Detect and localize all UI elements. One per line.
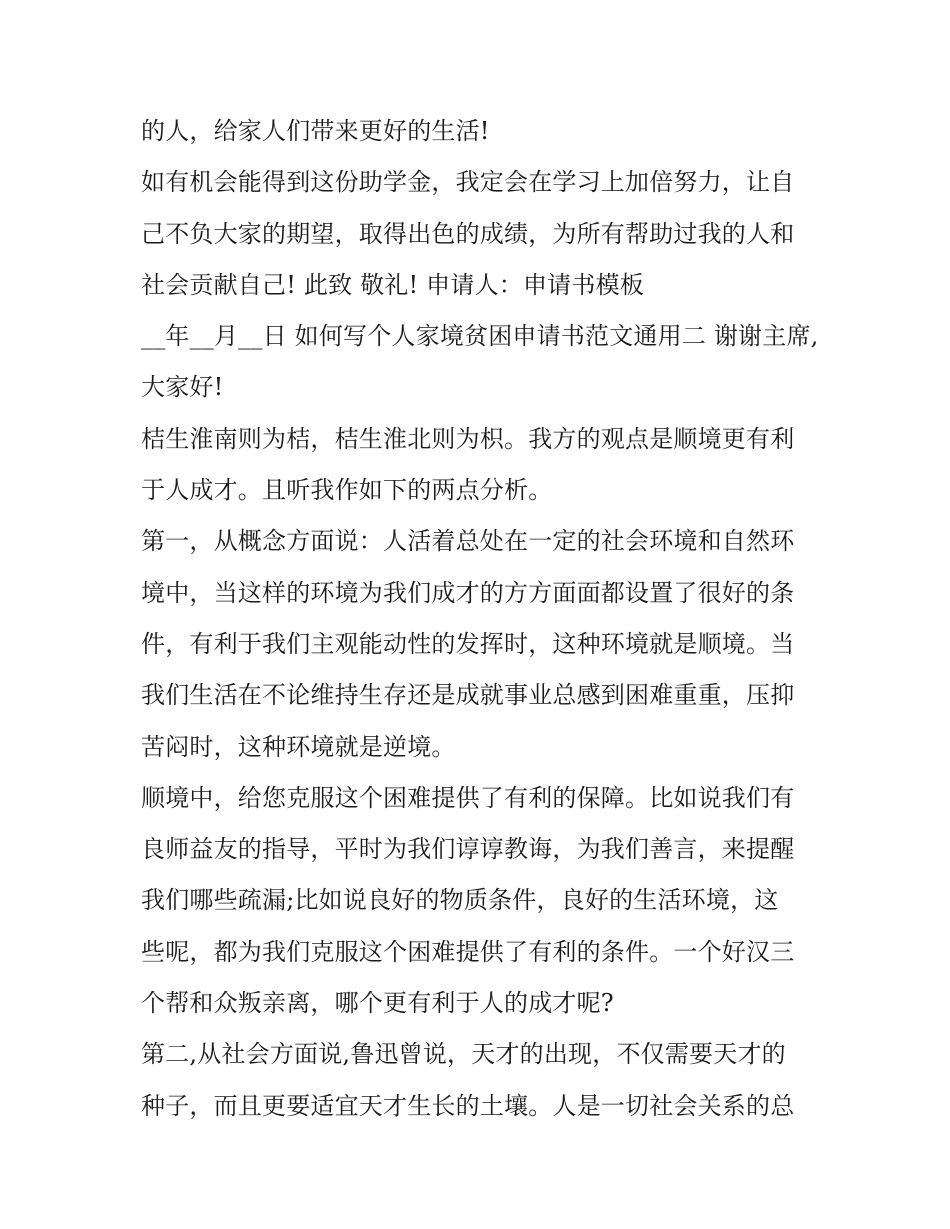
text-line: 我们哪些疏漏;比如说良好的物质条件，良好的生活环境，这 xyxy=(141,886,779,915)
text-line: __年__月__日 如何写个人家境贫困申请书范文通用二 谢谢主席, xyxy=(141,322,819,351)
text-line: 第二,从社会方面说,鲁迅曾说，天才的出现，不仅需要天才的 xyxy=(141,1040,786,1069)
text-line: 桔生淮南则为桔，桔生淮北则为枳。我方的观点是顺境更有利 xyxy=(141,424,795,453)
text-line: 社会贡献自己! 此致 敬礼! 申请人：申请书模板 xyxy=(141,270,644,299)
text-line: 如有机会能得到这份助学金，我定会在学习上加倍努力，让自 xyxy=(141,168,795,197)
text-line: 顺境中，给您克服这个困难提供了有利的保障。比如说我们有 xyxy=(141,783,795,812)
text-line: 件，有利于我们主观能动性的发挥时，这种环境就是顺境。当 xyxy=(141,629,795,658)
text-line: 苦闷时，这种环境就是逆境。 xyxy=(141,732,456,761)
document-body xyxy=(141,106,819,1132)
text-line: 个帮和众叛亲离，哪个更有利于人的成才呢? xyxy=(141,989,614,1018)
text-line: 的人，给家人们带来更好的生活! xyxy=(141,117,490,145)
text-line: 良师益友的指导，平时为我们谆谆教诲，为我们善言，来提醒 xyxy=(141,835,795,864)
text-line: 第一，从概念方面说：人活着总处在一定的社会环境和自然环 xyxy=(141,527,795,556)
text-line: 于人成才。且听我作如下的两点分析。 xyxy=(141,476,553,505)
text-line: 境中，当这样的环境为我们成才的方方面面都设置了很好的条 xyxy=(141,578,795,607)
text-line: 大家好! xyxy=(141,373,224,402)
text-line: 己不负大家的期望，取得出色的成绩，为所有帮助过我的人和 xyxy=(141,219,795,248)
text-line: 些呢，都为我们克服这个困难提供了有利的条件。一个好汉三 xyxy=(141,937,795,966)
text-line: 我们生活在不论维持生存还是成就事业总感到困难重重，压抑 xyxy=(141,681,795,710)
text-line: 种子，而且更要适宜天才生长的土壤。人是一切社会关系的总 xyxy=(141,1091,795,1120)
